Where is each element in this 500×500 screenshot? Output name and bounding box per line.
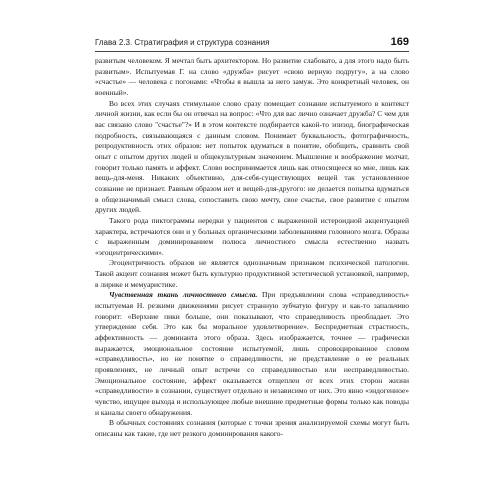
running-header [95,36,409,50]
page-number: 169 [390,36,409,48]
section-lead: Чувственная ткань личностного смысла. [109,290,258,300]
paragraph: В обычных состояниях сознания (которые с точки зрения анализируемой схемы могут быть описаны как такие, где нет резкого доминирования какого- [95,418,409,438]
paragraph: развитым человеком. Я мечтал быть архитектором. Но развитие слабовато, а для этого надо быть развитым». Испытуемая Г. на слово «дружба» рисует «свою верную подругу», а на слово «счастье» — человека с погонами: «Чтобы я вышла за него замуж. Это конкретный человек, он военный». [95,56,409,97]
paragraph: Во всех этих случаях стимульное слово сразу помещает сознание испытуемого в контекст личной жизни, как если бы он отвечал на вопрос: «Что для вас лично означает дружба? С чем для вас связано слово "счастье"?» И в этом контексте подбирается какой-то эпизод, биографическая подробность, связывающаяся с данным словом. Понимает буквальность, фотографичность, репродуктивность этих образов: нет попыток вдуматься в понятие, обобщить, сравнить свой опыт с опытом других людей и общекультурным значением. Мышление и воображение молчат, говорит только память и аффект. Слово воспринимается лишь как относящееся ко мне, лишь как вещь-для-меня. Никаких объективно, для-себя-существующих вещей так установленное сознание не признает. Равным образом нет и вещей-для-другого: не делается попытка вдуматься в общезначимый смысл слова, сопоставить свою мечту, свое счастье, свое развитие с опытом других людей. [95,98,409,215]
paragraph-text: При предъявлении слова «справедливость» испытуемая Н. резкими движениями рисует странную зубчатую фигуру и как-то запальчиво говорит: «Верхние пики больше, они показывают, что справедливость преобладает. Это утверждение себя. Это как бы моральное удовлетворение». Беспредметная страстность, аффективность — доминанта этого образа. Здесь изображается, точнее — графически выражается, эмоциональное состояние испытуемой, лишь спровоцированное словом «справедливость», но не понятие о справедливости, не представление о ее реальных проявлениях, не личный опыт встречи со справедливостью или несправедливостью. Эмоциональное состояние, аффект оказывается отщеплен от всех этих сторон жизни «справедливости» в сознании, существует отдельно и независимо от них. Это явно «эндогенное» чувство, ищущее выхода и использующее любые внешние предметные формы только как поводы и каналы своего обнаружения. [95,290,409,417]
paragraph [95,290,409,418]
header-rule [95,51,409,52]
body-text [95,56,409,440]
chapter-title: Глава 2.3. Стратиграфия и структура сознания [95,38,270,47]
paragraph: Такого рода пиктограммы нередки у пациентов с выраженной истероидной акцентуацией характера, встречаются они и у больных органическими заболеваниями головного мозга. Образы с выраженным доминированием полюса личностного смысла естественно назвать «эгоцентрическими». [95,215,409,257]
paragraph: Эгоцентричность образов не является однозначным признаком психической патологии. Такой акцент сознания может быть культурно продуктивной эстетической установкой, например, в лирике и мемуаристике. [95,258,409,289]
